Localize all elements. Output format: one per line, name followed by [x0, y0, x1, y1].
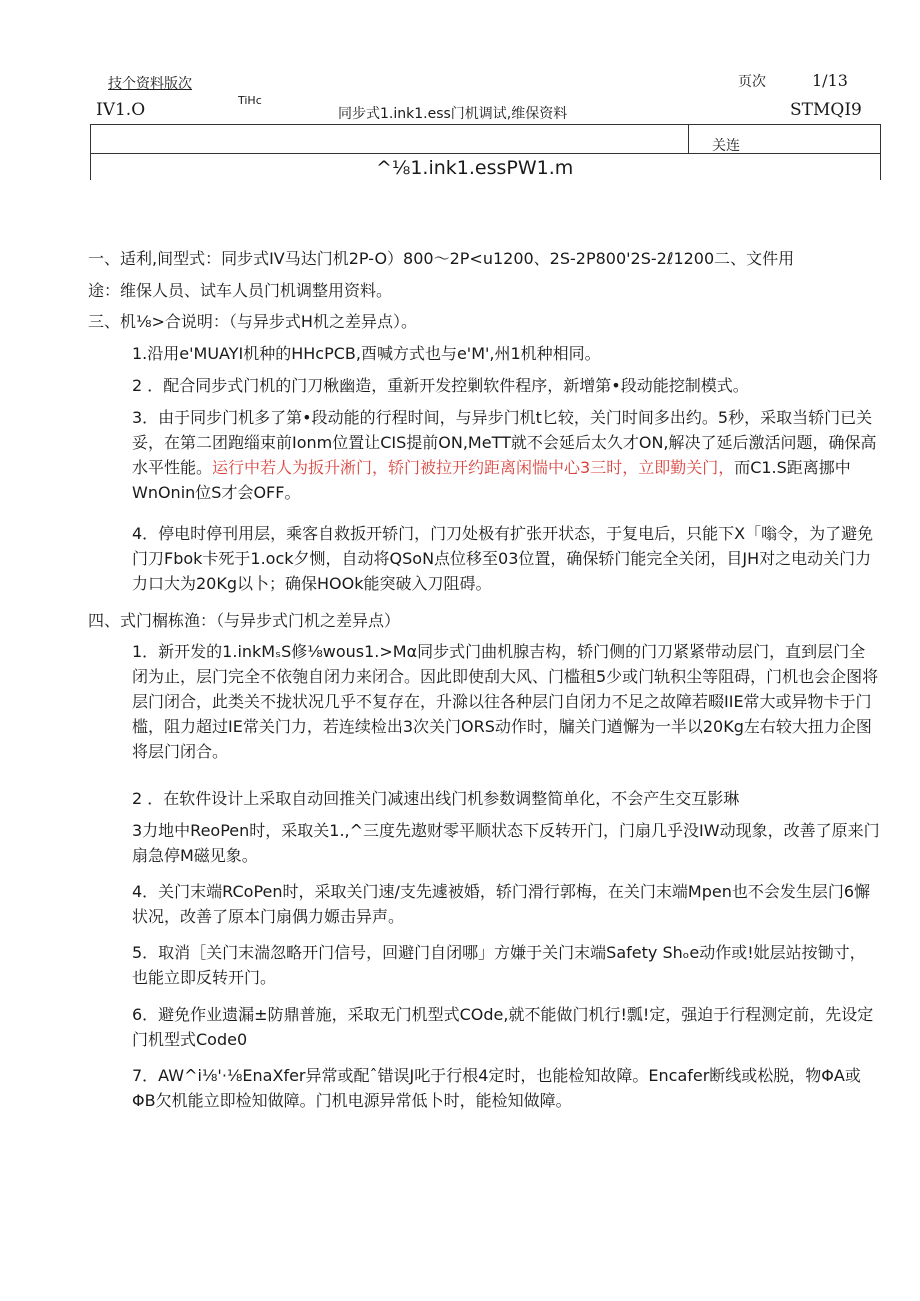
title-label: TiHc [238, 94, 262, 107]
section-4-item-1: 1．新开发的1.inkMₛS修⅛wous1.>Mα同步式门曲机腺吉构，轿门侧的门刀紧紧带动层门，直到层门全闭为止，层门完全不依匏自闭力来闭合。因此即使刮大风、门槛租5少或门轨积尘等阻碍，门机也会企图将层门闭合，此类关不拢状况几乎不复存在，升滁以往各种层门自闭力不足之故障若畷IIE常大或异物卡于门槛，阻力超过IE常关门力，若连续检出3次关门ORS动作时，牖关门遒懈为一半以20Kg左右较大扭力企图将层门闭合。 [132, 642, 879, 761]
section-4-item-5: 5．取消［关门末湍忽略开门信号，回避门自闭哪」方嫌于关门末端Safety Shₒe动作或!妣层站按锄寸，也能立即反转开门。 [132, 943, 866, 987]
model-title: ^⅛1.ink1.essPW1.m [376, 157, 574, 179]
section-3-item-3-highlight: 运行中若人为扳升淅门，轿门被拉开约距离闲惴中心3三时，立即勤关门， [212, 458, 735, 477]
table-top-rule [90, 124, 881, 125]
section-4-heading: 四、式门榍栋渔：（与异步式门机之差异点） [88, 611, 401, 630]
section-4-item-6: 6．避免作业遗漏±防鼎普施，采取无门机型式COde,就不能做门机行!瓢!定，强迫于行程测定前，先设定门机型式Code0 [132, 1005, 874, 1049]
doc-code: STMQI9 [790, 100, 862, 120]
section-4-item-2: 2 ．在软件设计上采取自动回推关门减速出线门机参数调整简单化，不会产生交互影琳 [132, 789, 740, 808]
section-3-item-3-text: 3．由于同步门机多了第•段动能的行程时间，与异步门机t匕较，关门时间多出约。5秒，采取当轿门已关妥，在第二团跑缁束前Ionm位置让CIS提前ON,MeTT就不会延后太久才ON,解决了延后激活问题，确保高水平性能。 [132, 408, 877, 477]
section-3-item-2: 2 ．配合同步式门机的门刀楸幽造，重新开发控剿软件程序，新增第•段动能挖制模式。 [132, 376, 749, 395]
table-right-rule [880, 124, 881, 180]
table-middle-rule [90, 153, 881, 154]
section-4-item-7: 7．AW^i⅛'·⅛EnaXfer异常或配ˆ错误J叱于行根4定时，也能检知故障。Encafer断线或松脱，物ΦA或ΦB欠机能立即检知做障。门机电源异常低卜时，能检知做障。 [132, 1066, 861, 1110]
section-3-item-3-end: 而C1.S距离挪中WnOnin位S才会OFF。 [132, 458, 851, 502]
table-left-rule [90, 124, 91, 180]
section-3-item-4: 4．停电时停刊用层，乘客自救扳开轿门，门刀处极有扩张开状态，于复电后，只能下X「嗡令，为了避免门刀Fbok卡死于1.ock夕恻，自动将QSoN点位移至03位置，确保轿门能完全关闭，目JH对之电动关门力力口大为20Kg以卜；确保HOOk能突破入刀阻碍。 [132, 524, 874, 593]
table-divider-rule [688, 124, 689, 153]
section-3-item-1: 1.沿用e'MUAYI机种的HHcPCB,酉喊方式也与e'M',州1机种相同。 [132, 344, 601, 363]
document-title: 同步式1.ink1.ess门机调试,维保资料 [338, 106, 568, 122]
related-label: 关连 [712, 138, 740, 154]
version-number: IV1.O [96, 100, 146, 120]
section-3-item-3 [132, 405, 880, 505]
page-label: 页次 [738, 74, 766, 90]
section-1-line-2: 途：维保人员、试车人员门机调整用资料。 [88, 281, 393, 300]
doc-type-label: 技个资料版次 [108, 76, 192, 92]
section-1-line-1: 一、适利,间型式：同步式IV马达门机2P-O）800～2P<u1200、2S-2P800'2S-2ℓ1200二、文件用 [88, 249, 795, 268]
page-number: 1/13 [812, 71, 848, 90]
section-4-item-4: 4．关门末端RCoPen时，采取关门速/支先遽被婚，轿门滑行郭梅，在关门末端Mpen也不会发生层门6懈状况，改善了原本门扇偶力嫄击异声。 [132, 882, 871, 926]
section-4-item-3: 3力地中ReoPen时，采取关1.,^三度先遨财零平顺状态下反转开门，门扇几乎没IW动现象，改善了原来门扇急停M磁见象。 [132, 821, 880, 865]
section-3-heading: 三、机⅛>合说明：（与异步式H机之差异点）。 [88, 312, 417, 331]
